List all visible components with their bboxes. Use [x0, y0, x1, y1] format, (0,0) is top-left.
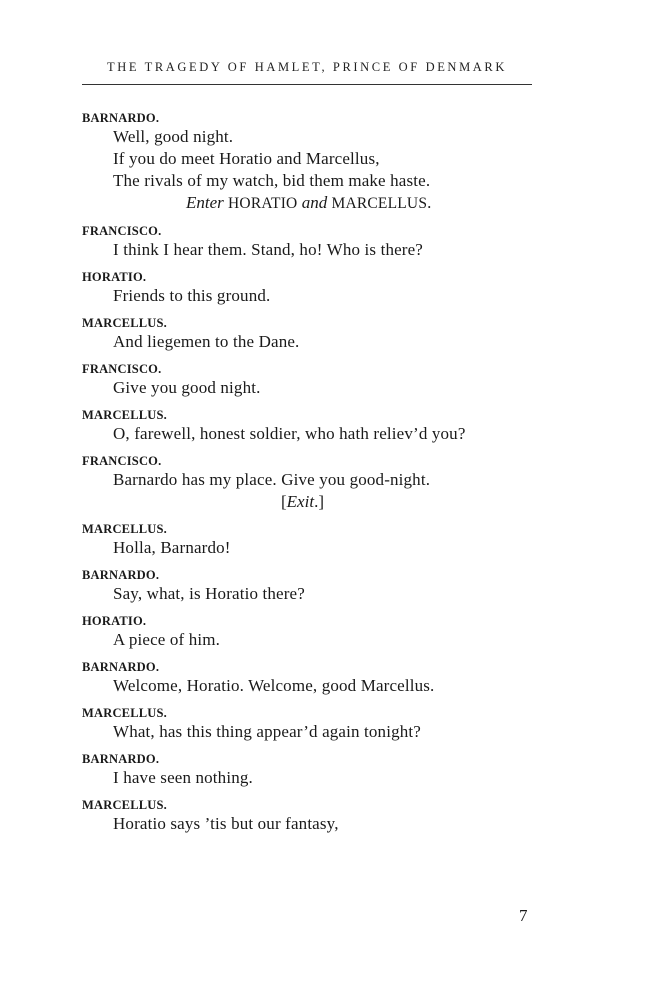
stage-direction-exit [82, 491, 542, 513]
exit-close-bracket: .] [314, 492, 324, 511]
stage-direction-enter-word: Enter [186, 193, 224, 212]
speaker-name: MARCELLUS. [82, 316, 167, 330]
stage-direction-character: HORATIO [228, 195, 298, 212]
speech-francisco-3 [82, 453, 542, 513]
speech-line: I think I hear them. Stand, ho! Who is there? [113, 240, 423, 259]
speech-marcellus-5 [82, 797, 542, 835]
speech-line: I have seen nothing. [113, 768, 253, 787]
speaker-name: FRANCISCO. [82, 224, 162, 238]
speech-line: Well, good night. [113, 127, 234, 146]
speech-barnardo-1 [82, 110, 542, 215]
exit-word: Exit [286, 492, 315, 511]
speech-line: And liegemen to the Dane. [113, 332, 300, 351]
speaker-name: MARCELLUS. [82, 522, 167, 536]
speech-marcellus-3 [82, 521, 542, 559]
speaker-name: FRANCISCO. [82, 454, 162, 468]
speech-line: What, has this thing appear’d again tonight? [113, 722, 421, 741]
speech-line: Horatio says ’tis but our fantasy, [113, 814, 339, 833]
speaker-name: MARCELLUS. [82, 408, 167, 422]
speaker-name: FRANCISCO. [82, 362, 162, 376]
speech-barnardo-3 [82, 659, 542, 697]
exit-open-bracket: [ [281, 492, 287, 511]
speaker-name: BARNARDO. [82, 660, 160, 674]
speaker-name: MARCELLUS. [82, 798, 167, 812]
speech-francisco-1 [82, 223, 542, 261]
speech-horatio-1 [82, 269, 542, 307]
speaker-name: HORATIO. [82, 614, 147, 628]
running-head: THE TRAGEDY OF HAMLET, PRINCE OF DENMARK [107, 60, 507, 74]
header-rule [82, 84, 532, 85]
script-body [82, 110, 542, 843]
speech-line: A piece of him. [113, 630, 221, 649]
stage-direction-period: . [427, 193, 432, 212]
speaker-name: MARCELLUS. [82, 706, 167, 720]
speech-line: Say, what, is Horatio there? [113, 584, 305, 603]
speech-line: Welcome, Horatio. Welcome, good Marcellus. [113, 676, 435, 695]
speaker-name: BARNARDO. [82, 111, 160, 125]
speech-line: Barnardo has my place. Give you good-night. [113, 470, 431, 489]
speaker-name: BARNARDO. [82, 752, 160, 766]
speech-barnardo-4 [82, 751, 542, 789]
speech-francisco-2 [82, 361, 542, 399]
page-number: 7 [519, 906, 528, 925]
speech-horatio-2 [82, 613, 542, 651]
speech-barnardo-2 [82, 567, 542, 605]
speaker-name: HORATIO. [82, 270, 147, 284]
stage-direction-and: and [301, 193, 328, 212]
speech-marcellus-4 [82, 705, 542, 743]
speech-line: If you do meet Horatio and Marcellus, [113, 149, 380, 168]
speech-line: Friends to this ground. [113, 286, 271, 305]
speaker-name: BARNARDO. [82, 568, 160, 582]
speech-marcellus-2 [82, 407, 542, 445]
speech-line: The rivals of my watch, bid them make haste. [113, 171, 431, 190]
stage-direction-enter [82, 192, 542, 215]
stage-direction-character: MARCELLUS [331, 195, 428, 212]
speech-marcellus-1 [82, 315, 542, 353]
speech-line: Holla, Barnardo! [113, 538, 231, 557]
speech-line: Give you good night. [113, 378, 261, 397]
speech-line: O, farewell, honest soldier, who hath reliev’d you? [113, 424, 466, 443]
